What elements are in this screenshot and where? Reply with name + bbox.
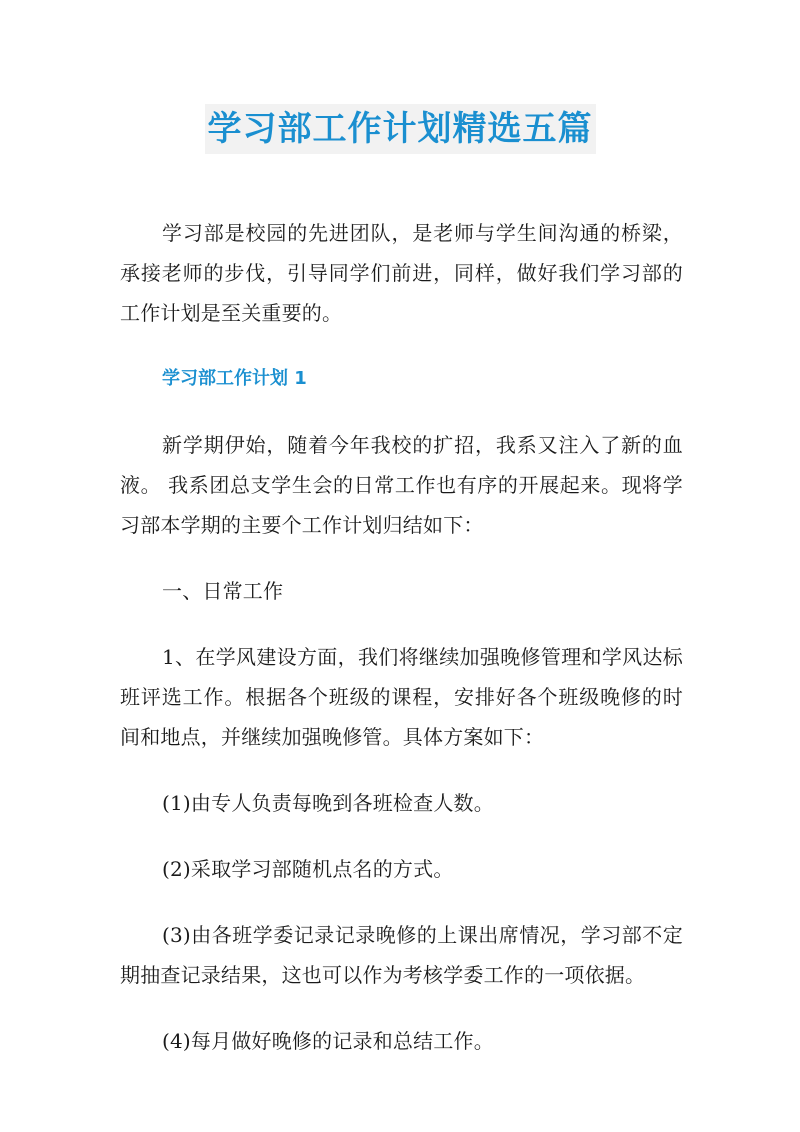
spacer — [120, 889, 683, 915]
list-item: (2)采取学习部随机点名的方式。 — [162, 857, 454, 881]
numbered-item-1: 1、在学风建设方面，我们将继续加强晚修管理和学风达标班评选工作。根据各个班级的课程，安排好各个班级晚修的时间和地点，并继续加强晚修管。具体方案如下： — [120, 645, 683, 749]
spacer — [120, 995, 683, 1021]
spacer — [120, 611, 683, 637]
list-item: (1)由专人负责每晚到各班检查人数。 — [162, 791, 494, 815]
spacer — [120, 757, 683, 783]
subheading-daily-work: 一、日常工作 — [162, 579, 284, 603]
spacer — [120, 823, 683, 849]
list-item: (3)由各班学委记录记录晚修的上课出席情况，学习部不定期抽查记录结果，这也可以作为考核学委工作的一项依据。 — [120, 923, 683, 987]
title-container — [0, 104, 800, 154]
section-heading: 学习部工作计划 1 — [162, 368, 307, 389]
section-paragraph: 新学期伊始，随着今年我校的扩招，我系又注入了新的血液。 我系团总支学生会的日常工作也有序的开展起来。现将学习部本学期的主要个工作计划归结如下： — [120, 433, 683, 537]
list-item: (4)每月做好晚修的记录和总结工作。 — [162, 1029, 494, 1053]
spacer — [120, 399, 683, 425]
document-title: 学习部工作计划精选五篇 — [205, 104, 596, 154]
spacer — [120, 545, 683, 571]
document-body — [120, 213, 683, 1061]
spacer — [120, 333, 683, 359]
intro-paragraph: 学习部是校园的先进团队，是老师与学生间沟通的桥梁，承接老师的步伐，引导同学们前进，同样，做好我们学习部的工作计划是至关重要的。 — [120, 221, 683, 325]
